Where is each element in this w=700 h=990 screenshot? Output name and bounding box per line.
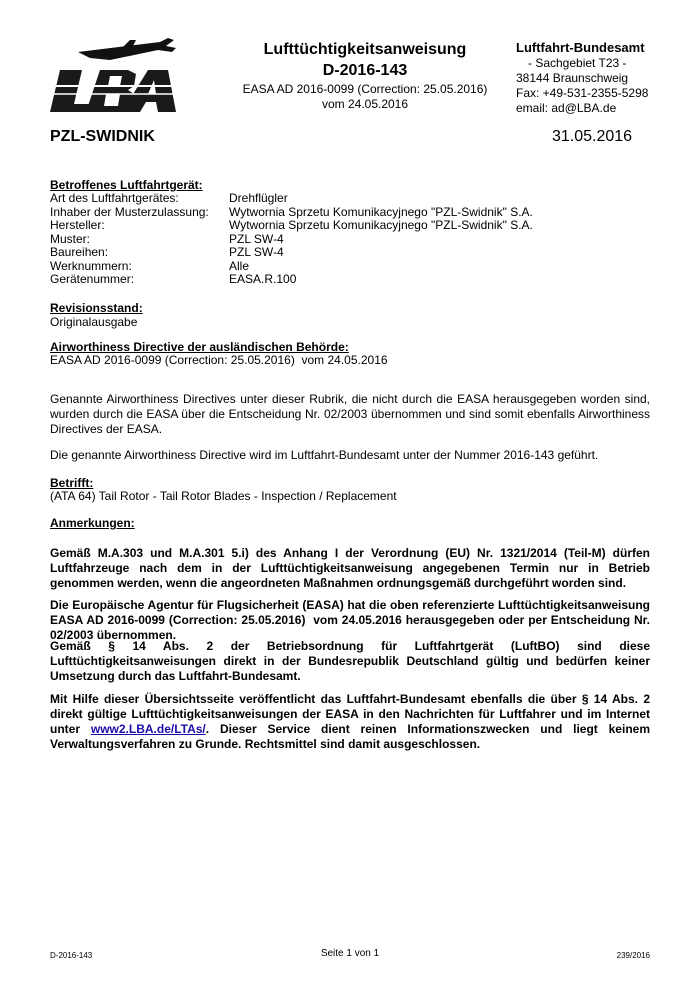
device-label: Art des Luftfahrtgerätes:	[50, 191, 179, 205]
device-row	[50, 192, 650, 206]
lta-link[interactable]: www2.LBA.de/LTAs/	[90, 722, 206, 736]
authority-email: email: ad@LBA.de	[516, 101, 617, 115]
device-table	[50, 192, 650, 287]
authority-department: - Sachgebiet T23 -	[528, 56, 627, 70]
document-title: Lufttüchtigkeitsanweisung	[263, 41, 467, 58]
footer-page-number: Seite 1 von 1	[320, 948, 380, 959]
easa-date: vom 24.05.2016	[321, 97, 409, 111]
remark-publication-text-end: . Dieser Service dient reinen Informationszwecken und liegt keinem Verwaltungsverfahren zu Grunde. Rechtsmittel sind damit ausgeschlossen.	[50, 722, 650, 751]
remark-publication-text: Mit Hilfe dieser Übersichtsseite veröffentlicht das Luftfahrt-Bundesamt ebenfalls die über § 14 Abs. 2 direkt gültige Lufttüchtigkeitsanweisungen der EASA in den Nachrichten für Luftfahrer und im Internet unter	[50, 692, 650, 736]
authority-fax: Fax: +49-531-2355-5298	[516, 86, 649, 100]
foreign-ad-heading: Airworthiness Directive der ausländischen Behörde:	[50, 340, 349, 354]
registration-paragraph: Die genannte Airworthiness Directive wird im Luftfahrt-Bundesamt unter der Nummer 2016-143 geführt.	[50, 448, 599, 462]
device-row	[50, 206, 650, 220]
footer-issue-number: 239/2016	[616, 951, 650, 960]
lba-logo	[50, 38, 180, 116]
remark-easa: Die Europäische Agentur für Flugsicherheit (EASA) hat die oben referenzierte Lufttüchtigkeitsanweisung EASA AD 2016-0099 (Correction: 25.05.2016) vom 24.05.2016 herausgegeben oder per Entscheidung Nr. 02/2003 übernommen.	[50, 598, 654, 642]
title-block	[215, 40, 515, 112]
revision-text: Originalausgabe	[50, 315, 138, 329]
device-label: Werknummern:	[50, 258, 132, 273]
subject-text: (ATA 64) Tail Rotor - Tail Rotor Blades - Inspection / Replacement	[50, 489, 397, 503]
remark-operation: Gemäß M.A.303 und M.A.301 5.i) des Anhang I der Verordnung (EU) Nr. 1321/2014 (Teil-M) dürfen Luftfahrzeuge nach dem in der Lufttüchtigkeitsanweisung angegebenen Termin nur in Betrieb genommen werden, wenn die angeordneten Maßnahmen ordnungsgemäß durchgeführt worden sind.	[50, 546, 650, 590]
device-value: Drehflügler	[229, 191, 288, 205]
device-value: PZL SW-4	[229, 245, 284, 259]
authority-block	[516, 40, 686, 116]
easa-reference: EASA AD 2016-0099 (Correction: 25.05.2016)	[242, 82, 488, 96]
document-number: D-2016-143	[322, 62, 408, 79]
device-label: Hersteller:	[50, 218, 105, 232]
issue-date: 31.05.2016	[552, 128, 633, 145]
subject-heading: Betrifft:	[50, 476, 94, 490]
device-label: Gerätenummer:	[50, 272, 135, 286]
device-row	[50, 260, 650, 274]
device-label: Baureihen:	[50, 245, 109, 259]
device-value: Wytwornia Sprzetu Komunikacyjnego "PZL-Swidnik" S.A.	[229, 204, 533, 219]
revision-heading: Revisionsstand:	[50, 301, 143, 315]
authority-city: 38144 Braunschweig	[516, 71, 629, 85]
foreign-ad-text: EASA AD 2016-0099 (Correction: 25.05.2016) vom 24.05.2016	[50, 353, 388, 367]
remark-luftbo: Gemäß § 14 Abs. 2 der Betriebsordnung für Luftfahrtgerät (LuftBO) sind diese Lufttüchtigkeitsanweisungen direkt in der Bundesrepublik Deutschland gültig und bedürfen keiner Umsetzung durch das Luftfahrt-Bundesamt.	[50, 639, 650, 683]
device-label: Muster:	[50, 231, 91, 246]
device-value: Alle	[229, 258, 250, 273]
device-value: EASA.R.100	[229, 272, 297, 286]
device-row	[50, 246, 650, 260]
device-value: Wytwornia Sprzetu Komunikacyjnego "PZL-Swidnik" S.A.	[229, 218, 533, 232]
remark-publication	[50, 692, 650, 752]
adoption-paragraph: Genannte Airworthiness Directives unter dieser Rubrik, die nicht durch die EASA herausgegeben worden sind, wurden durch die EASA über die Entscheidung Nr. 02/2003 übernommen und sind somit ebenfalls Airworthiness Directives der EASA.	[50, 392, 650, 436]
device-row	[50, 273, 650, 287]
authority-name: Luftfahrt-Bundesamt	[516, 40, 645, 55]
device-row	[50, 219, 650, 233]
device-row	[50, 233, 650, 247]
footer-document-number: D-2016-143	[50, 951, 93, 960]
device-heading: Betroffenes Luftfahrtgerät:	[50, 178, 203, 192]
device-label: Inhaber der Musterzulassung:	[50, 204, 209, 219]
device-value: PZL SW-4	[229, 231, 284, 246]
manufacturer-heading: PZL-SWIDNIK	[50, 128, 155, 145]
airplane-logo-icon	[50, 38, 180, 116]
remarks-heading: Anmerkungen:	[50, 516, 135, 530]
